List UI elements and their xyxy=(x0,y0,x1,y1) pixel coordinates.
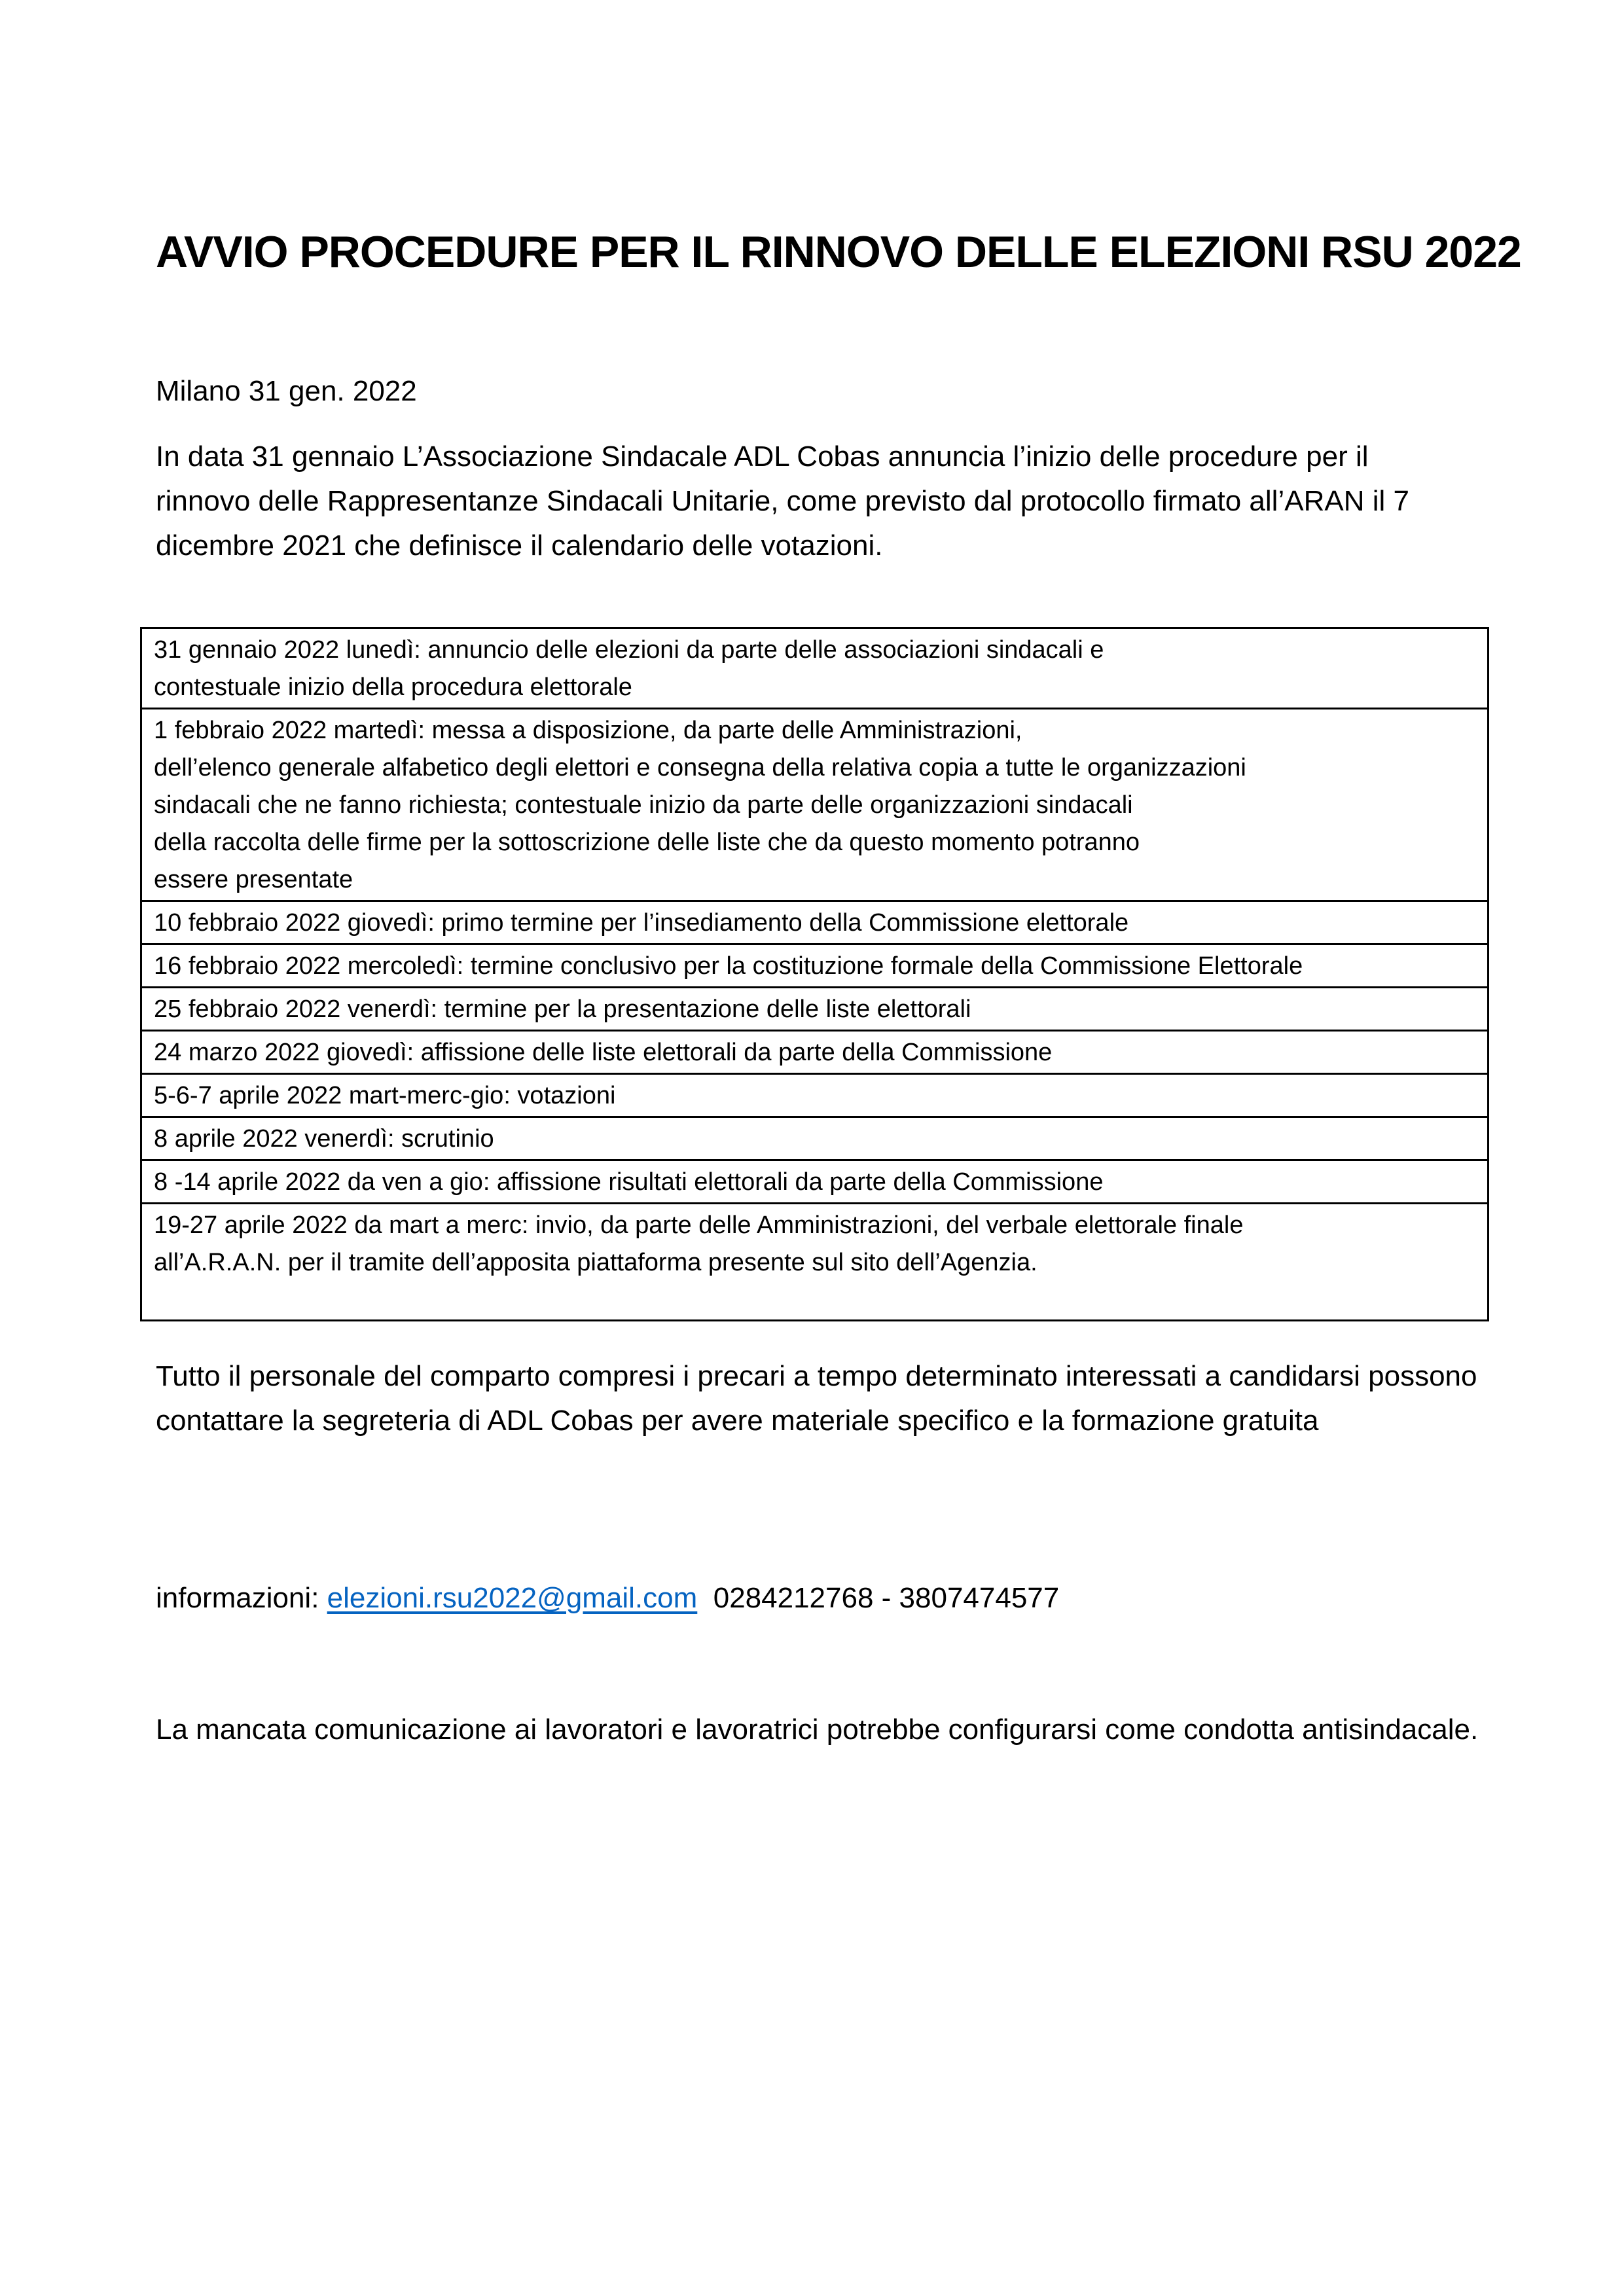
calendar-row xyxy=(142,629,1487,709)
calendar-row-line: 5-6-7 aprile 2022 mart-merc-gio: votazioni xyxy=(154,1082,616,1109)
outro-paragraph: Tutto il personale del comparto compresi i precari a tempo determinato interessati a candidarsi possono contattare la segreteria di ADL Cobas per avere materiale specifico e la formazione gratuita xyxy=(156,1360,1477,1437)
calendar-table xyxy=(140,627,1489,1321)
calendar-row xyxy=(142,1204,1487,1319)
calendar-row-line: 1 febbraio 2022 martedì: messa a disposizione, da parte delle Amministrazioni, xyxy=(154,717,1022,744)
calendar-row-line: 24 marzo 2022 giovedì: affissione delle liste elettorali da parte della Commissione xyxy=(154,1039,1053,1066)
calendar-row xyxy=(142,988,1487,1031)
calendar-row-line: 8 aprile 2022 venerdì: scrutinio xyxy=(154,1125,494,1153)
calendar-row-line: dell’elenco generale alfabetico degli elettori e consegna della relativa copia a tutte le organizzazioni xyxy=(154,754,1246,781)
calendar-row-line: sindacali che ne fanno richiesta; contestuale inizio da parte delle organizzazioni sindacali xyxy=(154,791,1133,819)
calendar-row-line: essere presentate xyxy=(154,866,353,893)
calendar-row-line: 25 febbraio 2022 venerdì: termine per la presentazione delle liste elettorali xyxy=(154,996,971,1023)
place-date: Milano 31 gen. 2022 xyxy=(156,375,417,407)
contact-label: informazioni: xyxy=(156,1582,327,1614)
calendar-row-line: 16 febbraio 2022 mercoledì: termine conclusivo per la costituzione formale della Commissione Elettorale xyxy=(154,952,1303,980)
document-title: AVVIO PROCEDURE PER IL RINNOVO DELLE ELEZIONI RSU 2022 xyxy=(156,226,1521,277)
calendar-row xyxy=(142,1161,1487,1204)
calendar-row xyxy=(142,709,1487,902)
email-link[interactable]: elezioni.rsu2022@gmail.com xyxy=(327,1582,698,1614)
calendar-row xyxy=(142,945,1487,988)
calendar-row xyxy=(142,902,1487,945)
intro-paragraph: In data 31 gennaio L’Associazione Sindacale ADL Cobas annuncia l’inizio delle procedure per il rinnovo delle Rappresentanze Sindacali Unitarie, come previsto dal protocollo firmato all’ARAN il 7 dicembre 2021 che definisce il calendario delle votazioni. xyxy=(156,440,1409,562)
contact-info xyxy=(156,1576,1491,1621)
warning-paragraph: La mancata comunicazione ai lavoratori e lavoratrici potrebbe configurarsi come condotta antisindacale. xyxy=(156,1713,1479,1746)
calendar-row xyxy=(142,1031,1487,1075)
calendar-row-line: 8 -14 aprile 2022 da ven a gio: affissione risultati elettorali da parte della Commissione xyxy=(154,1168,1104,1196)
calendar-row-line: della raccolta delle firme per la sottoscrizione delle liste che da questo momento potranno xyxy=(154,829,1140,856)
calendar-row-line: 19-27 aprile 2022 da mart a merc: invio, da parte delle Amministrazioni, del verbale elettorale finale xyxy=(154,1211,1244,1239)
calendar-row xyxy=(142,1075,1487,1118)
phone-numbers: 0284212768 - 3807474577 xyxy=(697,1582,1060,1614)
calendar-row xyxy=(142,1118,1487,1161)
calendar-row-line: all’A.R.A.N. per il tramite dell’apposita piattaforma presente sul sito dell’Agenzia. xyxy=(154,1249,1038,1276)
calendar-row-line: 10 febbraio 2022 giovedì: primo termine per l’insediamento della Commissione elettorale xyxy=(154,909,1129,937)
calendar-row-line: 31 gennaio 2022 lunedì: annuncio delle elezioni da parte delle associazioni sindacali e xyxy=(154,636,1104,664)
calendar-row-line: contestuale inizio della procedura elettorale xyxy=(154,673,632,701)
